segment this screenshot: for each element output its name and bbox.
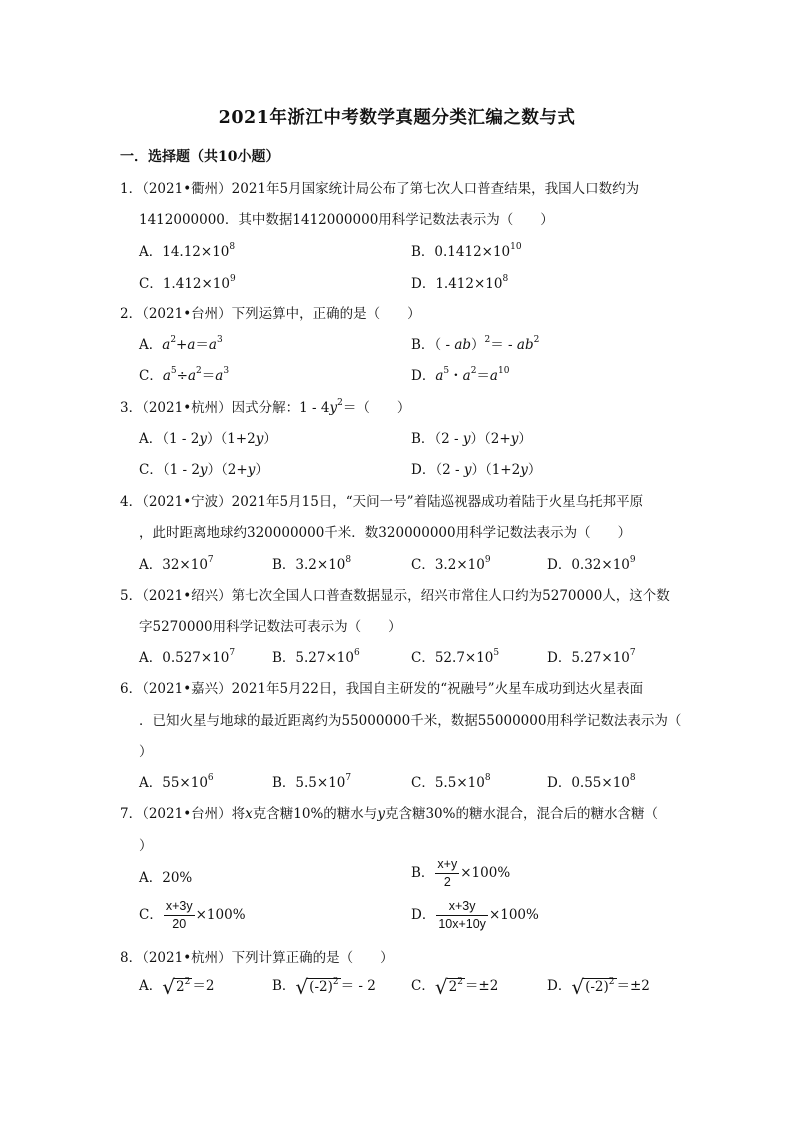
question-3-option-b: B．（2 - y）（2+y）	[411, 431, 532, 447]
question-5-option-c: C．$52.7\times 10^5$	[411, 648, 500, 666]
question-4-line-2: ，此时距离地球约320000000千米．数320000000用科学记数法表示为（ ）	[139, 525, 632, 541]
question-8-option-d: D．$√(-2)^2 =\pm 2$	[547, 974, 650, 999]
question-4-option-d: D．$0.32\times 10^9$	[547, 555, 636, 573]
question-3-option-d: D．（2 - y）（1+2y）	[411, 462, 542, 478]
question-5-line-2: 字5270000用科学记数法可表示为（ ）	[139, 619, 402, 635]
square-root: $√(-2)^2$	[571, 974, 615, 999]
question-8-option-a: A．$√2^2 =2$	[139, 974, 215, 999]
question-7-line-1: 7．（2021•台州）将x克含糖10%的糖水与y克含糖30%的糖水混合，混合后的糖水含糖（	[120, 806, 658, 822]
question-8-stem: 8．（2021•杭州）下列计算正确的是（ ）	[120, 950, 394, 966]
question-2-option-c: C．$a^5\div a^2=a^3$	[139, 366, 230, 384]
square-root: $√2^2$	[434, 974, 463, 999]
question-7-line-2: ）	[139, 838, 153, 854]
fraction: $\frac{x+3y}{20}$	[165, 899, 193, 931]
question-1-option-b: B．$0.1412\times 10^{10}$	[411, 242, 522, 260]
question-7-option-a: A．20%	[139, 870, 193, 886]
question-1-option-a: A．$14.12\times 10^8$	[139, 242, 236, 260]
question-2-option-a: A．$a^2+a=a^3$	[139, 335, 223, 353]
square-root: $√(-2)^2$	[295, 974, 339, 999]
question-3-option-a: A．（1 - 2y）（1+2y）	[139, 431, 277, 447]
square-root: $√2^2$	[162, 974, 191, 999]
question-3-stem: 3．（2021•杭州）因式分解：$1 - 4y^2=$（ ）	[120, 398, 411, 416]
question-5-option-b: B．$5.27\times 10^6$	[272, 648, 360, 666]
question-7-option-b: B． $\frac{x+y}{2}$ ×100%	[411, 857, 511, 889]
question-6-option-d: D．$0.55\times 10^8$	[547, 773, 636, 791]
question-6-option-c: C．$5.5\times 10^8$	[411, 773, 491, 791]
question-6-line-2: ．已知火星与地球的最近距离约为55000000千米，数据55000000用科学记数法表示为（	[139, 713, 682, 729]
section-heading: 一．选择题（共10小题）	[120, 149, 280, 165]
fraction: $\frac{x+y}{2}$	[437, 857, 458, 889]
question-8-option-c: C．$√2^2 =\pm 2$	[411, 974, 499, 999]
question-7-option-c: C． $\frac{x+3y}{20}$ ×100%	[139, 899, 246, 931]
question-2-stem: 2．（2021•台州）下列运算中，正确的是（ ）	[120, 306, 421, 322]
question-1-option-c: C．$1.412\times 10^9$	[139, 274, 236, 292]
question-6-option-b: B．$5.5\times 10^7$	[272, 773, 352, 791]
question-6-line-3: ）	[139, 744, 153, 760]
question-5-option-a: A．$0.527\times 10^7$	[139, 648, 236, 666]
question-1-line-2: 1412000000．其中数据1412000000用科学记数法表示为（ ）	[139, 212, 554, 228]
question-3-option-c: C．（1 - 2y）（2+y）	[139, 462, 269, 478]
question-1-option-d: D．$1.412\times 10^8$	[411, 274, 509, 292]
question-4-option-b: B．$3.2\times 10^8$	[272, 555, 352, 573]
question-2-option-d: D．$a^5$・$a^2=a^{10}$	[411, 366, 510, 384]
question-5-line-1: 5．（2021•绍兴）第七次全国人口普查数据显示，绍兴市常住人口约为5270000人，这个数	[120, 588, 670, 604]
document-title: 2021年浙江中考数学真题分类汇编之数与式	[218, 108, 576, 128]
question-1-line-1: 1．（2021•衢州）2021年5月国家统计局公布了第七次人口普查结果，我国人口数约为	[120, 181, 640, 197]
question-4-option-a: A．$32\times 10^7$	[139, 555, 214, 573]
question-8-option-b: B．$√(-2)^2$ ＝ - 2	[272, 974, 376, 999]
question-2-option-b: B．（ - $ab)^2= - ab^2$	[411, 335, 540, 353]
question-4-option-c: C．$3.2\times 10^9$	[411, 555, 491, 573]
question-4-line-1: 4．（2021•宁波）2021年5月15日，“天问一号”着陆巡视器成功着陆于火星乌托邦平原	[120, 494, 644, 510]
question-6-line-1: 6．（2021•嘉兴）2021年5月22日，我国自主研发的“祝融号”火星车成功到达火星表面	[120, 681, 644, 697]
fraction: $\frac{x+3y}{10x+10y}$	[438, 899, 486, 931]
question-5-option-d: D．$5.27\times 10^7$	[547, 648, 636, 666]
question-6-option-a: A．$55\times 10^6$	[139, 773, 214, 791]
question-7-option-d: D． $\frac{x+3y}{10x+10y}$ ×100%	[411, 899, 539, 931]
